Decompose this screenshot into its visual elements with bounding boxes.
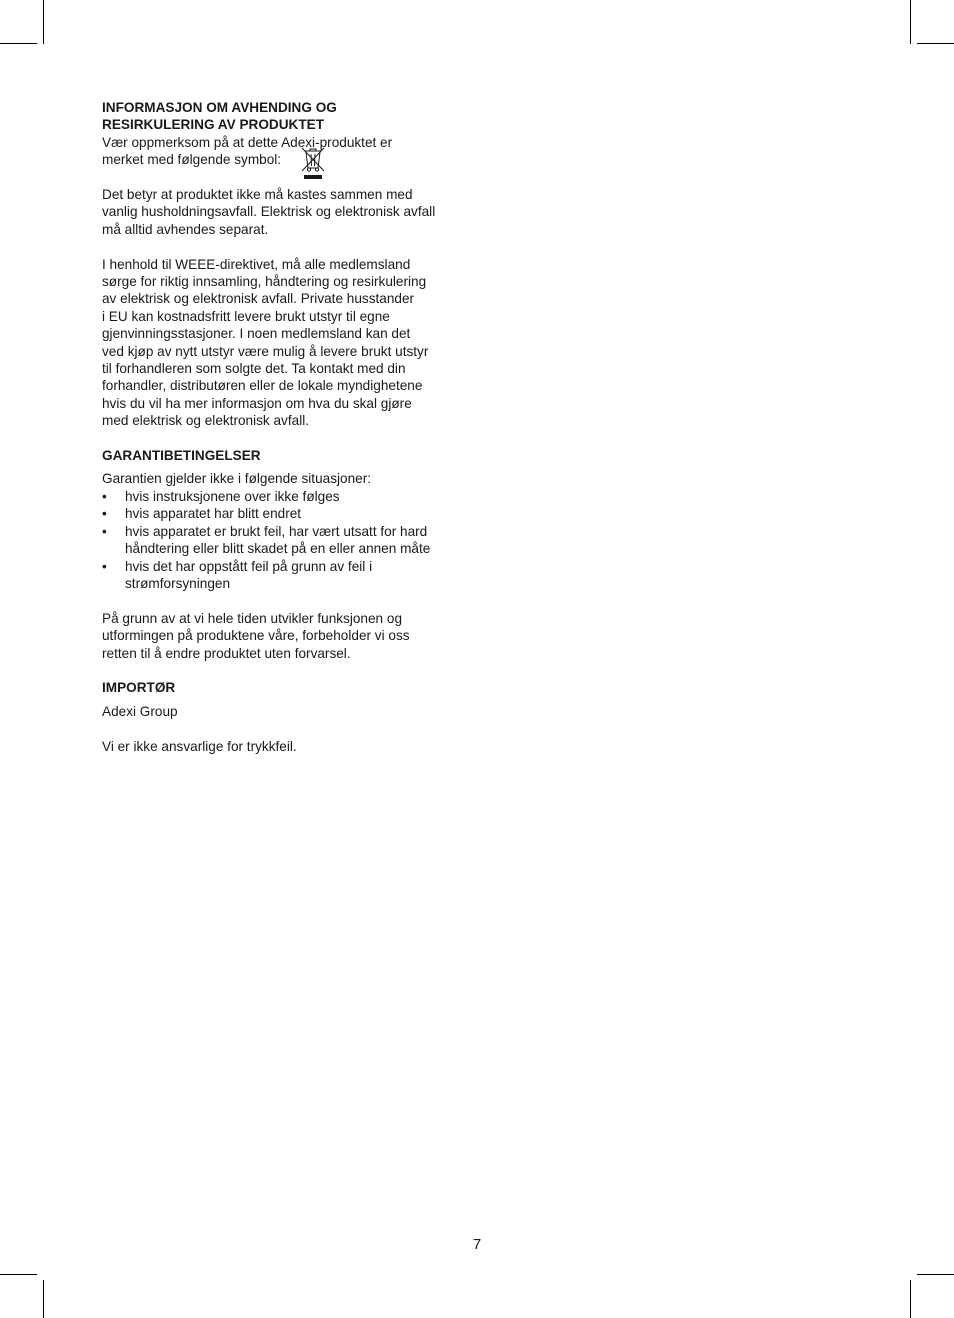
crop-mark-bottom-left-vertical [43,1280,44,1318]
text-line: til forhandleren som solgte det. Ta kontakt med din [102,361,406,377]
text-line: må alltid avhendes separat. [102,221,269,237]
text-line: vanlig husholdningsavfall. Elektrisk og elektronisk avfall [102,204,436,220]
spacer [102,169,472,186]
crop-mark-top-left-horizontal [0,43,37,44]
importer-disclaimer: Vi er ikke ansvarlige for trykkfeil. [102,738,297,754]
disposal-heading-line1: INFORMASJON OM AVHENDING OG [102,100,337,115]
text-line: forhandler, distributøren eller de lokale myndighetene [102,378,423,394]
spacer [102,592,472,609]
list-item-text: hvis det har oppstått feil på grunn av feil i [125,558,373,574]
crop-mark-top-left-vertical [43,0,44,44]
text-line: i EU kan kostnadsfritt levere brukt utstyr til egne [102,308,390,324]
bullet-icon: • [102,488,107,504]
warranty-bullet-list [102,488,472,592]
text-line: I henhold til WEEE-direktivet, må alle medlemsland [102,256,411,272]
importer-heading: IMPORTØR [102,680,176,696]
spacer [102,720,472,737]
warranty-heading: GARANTIBETINGELSER [102,448,261,464]
crop-mark-top-right-horizontal [917,43,954,44]
bullet-icon: • [102,506,107,522]
importer-section [102,679,472,755]
spacer [102,238,472,255]
list-item [102,523,472,558]
warranty-intro: Garantien gjelder ikke i følgende situasjoner: [102,471,372,487]
list-item-text: hvis apparatet har blitt endret [125,506,302,522]
text-line: retten til å endre produktet uten forvarsel. [102,645,351,661]
warranty-section [102,447,472,662]
spacer [102,662,472,679]
disposal-paragraph-1 [102,186,472,238]
text-line: ved kjøp av nytt utstyr være mulig å levere brukt utstyr [102,343,429,359]
warranty-closing [102,610,472,662]
crop-mark-bottom-left-horizontal [0,1274,37,1275]
crop-mark-bottom-right-horizontal [917,1274,954,1275]
disposal-heading-line2: RESIRKULERING AV PRODUKTET [102,117,325,133]
disposal-paragraph-2 [102,256,472,430]
text-line: Det betyr at produktet ikke må kastes sammen med [102,187,413,203]
text-line: hvis du vil ha mer informasjon om hva du skal gjøre [102,395,412,411]
disposal-section [102,99,472,430]
list-item [102,488,472,505]
text-line: av elektrisk og elektronisk avfall. Private husstander [102,291,415,307]
list-item-text: håndtering eller blitt skadet på en eller annen måte [125,541,431,557]
text-line: med elektrisk og elektronisk avfall. [102,413,310,429]
importer-company: Adexi Group [102,703,178,719]
list-item-text: strømforsyningen [125,575,231,591]
disposal-intro-line2: merket med følgende symbol: [102,152,282,168]
crop-mark-top-right-vertical [910,0,911,44]
text-line: gjenvinningsstasjoner. I noen medlemsland kan det [102,326,411,342]
disposal-intro [102,134,472,169]
weee-crossed-bin-icon [301,146,325,182]
text-line: På grunn av at vi hele tiden utvikler funksjonen og [102,610,403,626]
disposal-heading [102,99,472,134]
list-item [102,558,472,593]
crop-mark-bottom-right-vertical [910,1280,911,1318]
list-item-text: hvis instruksjonene over ikke følges [125,488,340,504]
list-item [102,505,472,522]
text-line: sørge for riktig innsamling, håndtering og resirkulering [102,274,427,290]
bullet-icon: • [102,558,107,574]
text-line: utformingen på produktene våre, forbeholder vi oss [102,628,410,644]
disposal-intro-line1: Vær oppmerksom på at dette Adexi-produktet er [102,134,393,150]
disposal-intro-line2-wrap [102,152,281,167]
spacer [102,430,472,447]
text-column [102,99,472,755]
bullet-icon: • [102,523,107,539]
page-number: 7 [472,1236,482,1253]
list-item-text: hvis apparatet er brukt feil, har vært utsatt for hard [125,523,428,539]
